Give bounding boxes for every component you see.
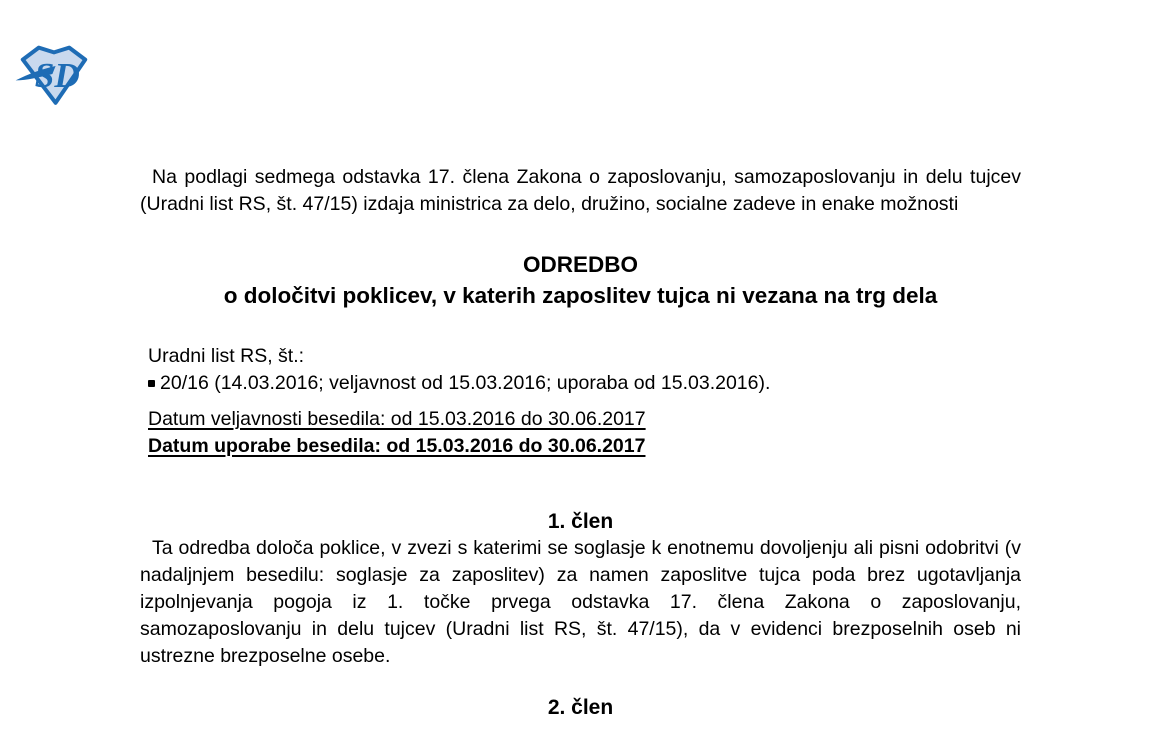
document-subtitle: o določitvi poklicev, v katerih zaposlitev tujca ni vezana na trg dela — [223, 283, 938, 308]
bullet-icon — [148, 380, 155, 387]
logo-letters: SD — [34, 55, 80, 95]
sd-diamond-logo-icon — [14, 42, 94, 106]
article-1-heading: 1. člen — [547, 510, 614, 533]
usage-date-line: Datum uporabe besedila: od 15.03.2016 do 30.06.2017 — [148, 435, 646, 457]
gazette-item-text: 20/16 (14.03.2016; veljavnost od 15.03.2016; uporaba od 15.03.2016). — [160, 372, 771, 394]
intro-paragraph: Na podlagi sedmega odstavka 17. člena Zakona o zaposlovanju, samozaposlovanju in delu tujcev (Uradni list RS, št. 47/15) izdaja ministrica za delo, družino, socialne zadeve in enake možnosti — [140, 166, 1021, 215]
sd-diamond-logo — [14, 42, 94, 106]
article-2-heading: 2. člen — [547, 696, 614, 719]
gazette-item — [148, 370, 1021, 397]
article-1-body: Ta odredba določa poklice, v zvezi s katerimi se soglasje k enotnemu dovoljenju ali pisni odobritvi (v nadaljnjem besedilu: soglasje za zaposlitev) za namen zaposlitve tujca poda brez ugotavljanja izpolnjevanja pogoja iz 1. točke prvega odstavka 17. člena Zakona o zaposlovanju, samozaposlovanju in delu tujcev (Uradni list RS, št. 47/15), da v evidenci brezposelnih oseb ni ustrezne brezposelne osebe. — [140, 537, 1021, 667]
document-title: ODREDBO — [522, 252, 638, 277]
document-content — [140, 0, 1021, 721]
dates-section — [140, 406, 1021, 460]
gazette-label: Uradni list RS, št.: — [148, 345, 305, 367]
gazette-section — [140, 343, 1021, 397]
validity-date-line: Datum veljavnosti besedila: od 15.03.2016 do 30.06.2017 — [148, 408, 646, 430]
